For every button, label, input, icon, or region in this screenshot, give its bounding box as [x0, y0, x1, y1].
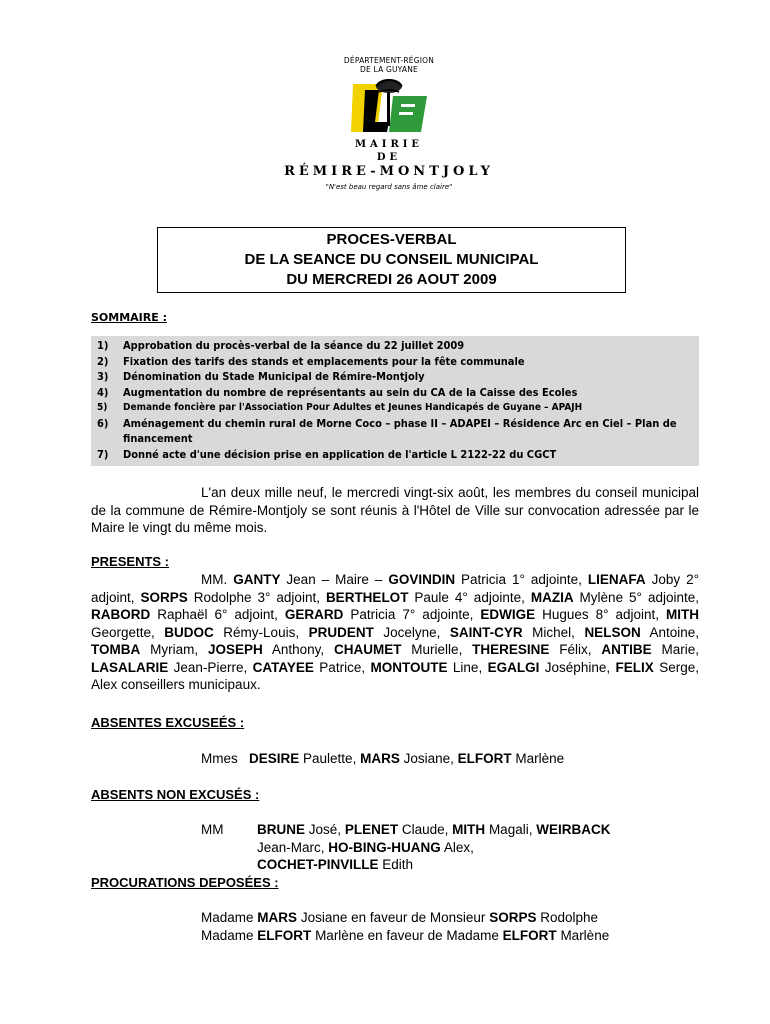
member-name: MARS [360, 751, 400, 766]
procuration-giver: ELFORT [257, 928, 312, 943]
member-name: CATAYEE [252, 659, 314, 675]
member-detail: Edith [382, 857, 414, 872]
agenda-text: Fixation des tarifs des stands et emplacements pour la fête communale [123, 354, 525, 368]
procuration-line [201, 909, 598, 927]
absent-line [257, 856, 657, 874]
member-detail: Paulette, [299, 751, 361, 766]
member-name: DESIRE [249, 751, 300, 766]
member-name: HO-BING-HUANG [328, 839, 441, 855]
member-name: FELIX [615, 659, 654, 675]
procurations-heading: PROCURATIONS DEPOSÉES : [91, 875, 279, 890]
member-name: BRUNE [257, 822, 306, 837]
agenda-num: 2) [97, 354, 109, 368]
logo-motto: "N'est beau regard sans âme claire" [325, 183, 453, 191]
member-detail: Rémy-Louis, [213, 624, 309, 640]
agenda-num: 5) [97, 402, 108, 413]
member-detail: Jean – Maire – [280, 572, 389, 587]
member-name: ANTIBE [601, 642, 652, 657]
agenda-num: 6) [97, 416, 109, 430]
member-name: COCHET-PINVILLE [257, 857, 379, 872]
intro-paragraph: L'an deux mille neuf, le mercredi vingt-six août, les membres du conseil municipal de la commune de Rémire-Montjoly se sont réunis à l'Hôtel de Ville sur convocation adressée par le Maire le vingt du même mois. [91, 485, 699, 535]
member-detail: Myriam, [140, 642, 208, 657]
member-detail: Anthony, [262, 642, 334, 657]
member-detail: Jean-Marc, [257, 839, 325, 855]
presents-prefix: MM. [201, 572, 228, 587]
member-detail: José, [308, 822, 342, 837]
procuration-pre: Madame [201, 928, 254, 943]
member-detail: Joséphine, [539, 659, 616, 675]
member-name: EDWIGE [480, 607, 536, 622]
member-detail: Jean-Pierre, [168, 659, 253, 675]
member-name: LIENAFA [587, 572, 646, 587]
member-detail: Antoine, [640, 624, 699, 640]
procuration-receiver: SORPS [489, 910, 537, 925]
member-name: ELFORT [457, 751, 512, 766]
member-detail: Patricia 1° adjointe, [455, 572, 588, 587]
member-name: TOMBA [91, 642, 141, 657]
member-detail: Félix, [549, 642, 602, 657]
absentes-excusees-list [201, 750, 564, 768]
agenda-text: Approbation du procès-verbal de la séance du 22 juillet 2009 [123, 339, 465, 352]
procuration-mid: Josiane en faveur de Monsieur [300, 910, 486, 925]
absents-non-excuses-heading: ABSENTS NON EXCUSÉS : [91, 787, 260, 802]
member-name: MAZIA [530, 589, 574, 605]
member-name: NELSON [584, 624, 641, 640]
agenda-item [97, 416, 693, 447]
absents-non-excuses-prefix: MM [201, 822, 224, 837]
logo-region-line1: DÉPARTEMENT-RÉGION [343, 56, 435, 65]
member-name: MONTOUTE [370, 659, 448, 675]
agenda-text: Aménagement du chemin rural de Morne Coco – phase II – ADAPEI – Résidence Arc en Ciel – Plan de financement [123, 416, 677, 445]
absent-line [257, 839, 657, 857]
absentes-excusees-prefix: Mmes [201, 751, 238, 766]
member-name: CHAUMET [333, 642, 402, 657]
absentes-excusees-heading: ABSENTES EXCUSEÉS : [91, 715, 245, 730]
member-name: PLENET [344, 822, 399, 837]
member-name: SAINT-CYR [449, 624, 523, 640]
logo-de: DE [376, 152, 402, 163]
agenda-item [97, 447, 693, 463]
procuration-post: Marlène [560, 928, 610, 943]
agenda-num: 3) [97, 370, 109, 383]
procuration-line [201, 927, 609, 945]
member-name: RABORD [91, 607, 151, 622]
agenda-text: Augmentation du nombre de représentants au sein du CA de la Caisse des Ecoles [123, 385, 578, 399]
member-name: GOVINDIN [388, 572, 456, 587]
member-detail: Magali, [488, 822, 533, 837]
member-name: SORPS [140, 589, 188, 605]
mairie-logo [262, 56, 516, 208]
logo-region-line2: DE LA GUYANE [360, 65, 418, 74]
procuration-post: Rodolphe [540, 910, 599, 925]
procuration-giver: MARS [257, 910, 298, 925]
logo-emblem-icon [349, 76, 429, 138]
agenda-text: Dénomination du Stade Municipal de Rémire-Montjoly [123, 370, 425, 383]
member-name: WEIRBACK [536, 822, 611, 837]
member-detail: Hugues 8° adjoint, [535, 607, 667, 622]
absentes-excusees-members [249, 751, 564, 766]
member-name: THERESINE [472, 642, 550, 657]
member-name: PRUDENT [308, 624, 374, 640]
member-name: JOSEPH [207, 642, 263, 657]
member-name: GERARD [284, 607, 344, 622]
title-line-3: DU MERCREDI 26 AOUT 2009 [286, 271, 497, 288]
agenda-item [97, 369, 693, 385]
member-detail: Georgette, [91, 624, 165, 640]
procuration-mid: Marlène en faveur de Madame [315, 928, 503, 943]
member-detail: Patricia 7° adjointe, [343, 607, 481, 622]
agenda-item [97, 338, 693, 354]
procuration-pre: Madame [201, 910, 254, 925]
member-detail: Michel, [522, 624, 585, 640]
procuration-receiver: ELFORT [502, 928, 557, 943]
absents-non-excuses-list [257, 821, 657, 874]
agenda-item [97, 385, 693, 401]
title-line-1: PROCES-VERBAL [326, 231, 457, 248]
member-detail: Patrice, [313, 659, 371, 675]
member-detail: Raphaël 6° adjoint, [150, 607, 285, 622]
member-detail: Alex, [443, 839, 474, 855]
agenda-text: Donné acte d'une décision prise en application de l'article L 2122-22 du CGCT [123, 447, 557, 461]
agenda-num: 4) [97, 385, 109, 399]
member-name: GANTY [233, 572, 281, 587]
member-detail: Claude, [401, 822, 449, 837]
presents-list [91, 571, 699, 694]
member-name: BERTHELOT [325, 589, 409, 605]
absent-line [257, 821, 657, 839]
member-detail: Joby 2° adjoint, [91, 572, 699, 605]
member-name: MITH [452, 822, 486, 837]
agenda-text: Demande foncière par l'Association Pour Adultes et Jeunes Handicapés de Guyane – APAJH [123, 402, 583, 413]
presents-members [91, 572, 699, 692]
member-name: EGALGI [487, 659, 540, 675]
member-detail: Paule 4° adjointe, [408, 589, 531, 605]
member-detail: Marlène [511, 751, 565, 766]
member-detail: Marie, [651, 642, 699, 657]
member-name: BUDOC [164, 624, 214, 640]
agenda-item [97, 354, 693, 370]
agenda-num: 1) [97, 339, 109, 352]
member-detail: Josiane, [399, 751, 458, 766]
agenda-item [97, 400, 693, 416]
logo-mairie: MAIRIE [354, 139, 424, 150]
member-detail: Jocelyne, [373, 624, 450, 640]
agenda-num: 7) [97, 447, 109, 461]
title-line-2: DE LA SEANCE DU CONSEIL MUNICIPAL [244, 251, 539, 268]
sommaire-heading: SOMMAIRE : [91, 311, 167, 324]
member-name: LASALARIE [91, 659, 169, 675]
member-detail: Rodolphe 3° adjoint, [187, 589, 326, 605]
agenda-list [91, 336, 699, 466]
member-detail: Line, [447, 659, 488, 675]
document-title-box [157, 227, 626, 293]
member-detail: Murielle, [401, 642, 473, 657]
member-name: MITH [666, 607, 700, 622]
member-detail: Mylène 5° adjointe, [573, 589, 699, 605]
presents-heading: PRESENTS : [91, 554, 170, 569]
logo-town: RÉMIRE-MONTJOLY [284, 164, 494, 179]
member-detail: Serge, Alex conseillers municipaux. [91, 659, 699, 692]
